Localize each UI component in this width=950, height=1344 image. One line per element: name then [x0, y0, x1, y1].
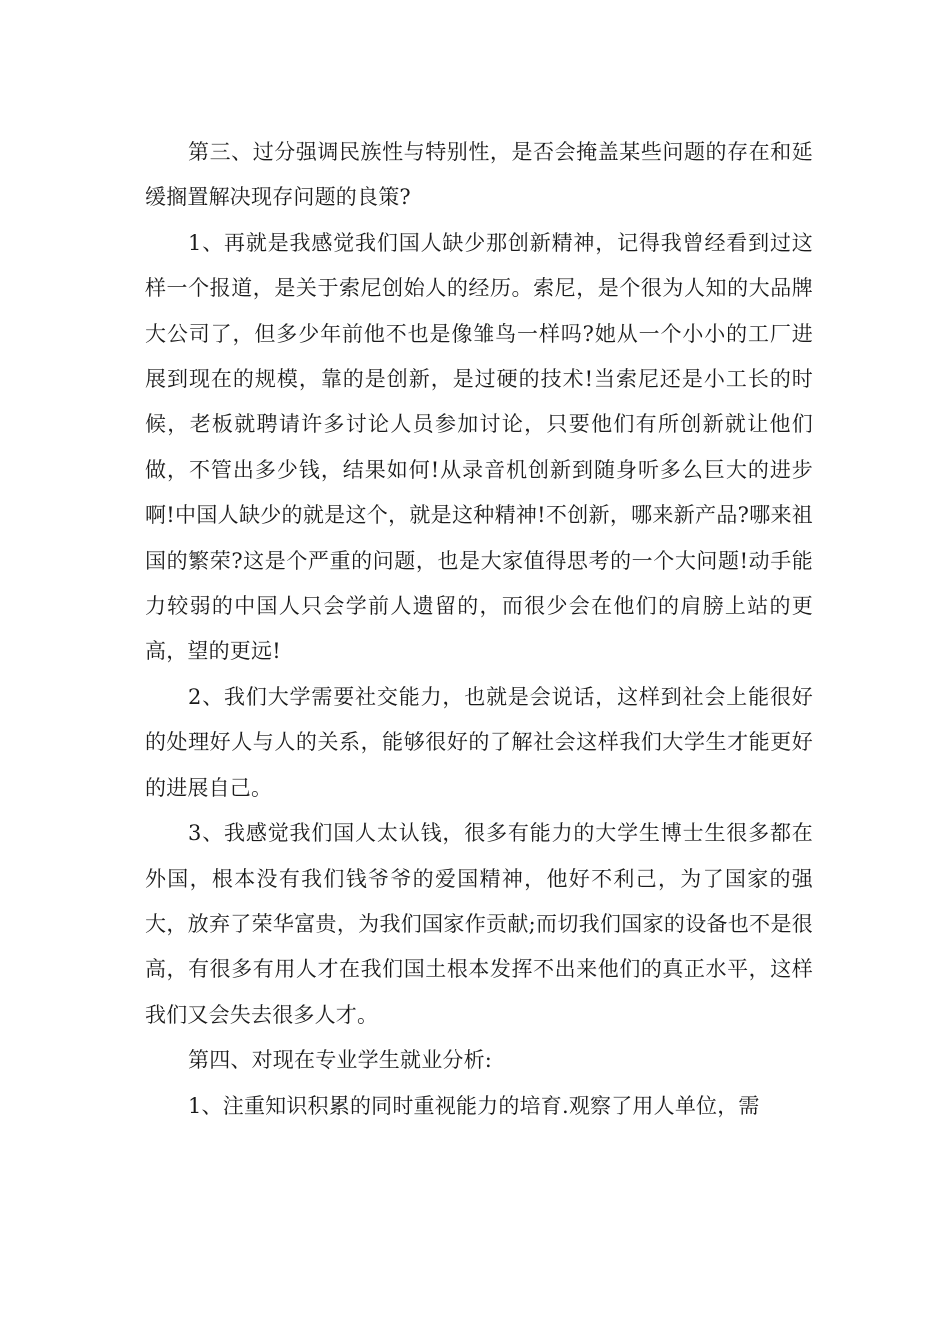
paragraph-section-four: 第四、对现在专业学生就业分析:: [188, 1048, 493, 1073]
paragraph-section-three: 第三、过分强调民族性与特别性，是否会掩盖某些问题的存在和延缓搁置解决现存问题的良策?: [145, 140, 813, 210]
paragraph-section-four-point-1: 1、注重知识积累的同时重视能力的培育.观察了用人单位，需: [188, 1093, 760, 1118]
paragraph-point-3-talent-loss: 3、我感觉我们国人太认钱，很多有能力的大学生博士生很多都在外国，根本没有我们钱爷爷的爱国精神，他好不利己，为了国家的强大，放弃了荣华富贵，为我们国家作贡献;而切我们国家的设备也不是很高，有很多有用人才在我们国土根本发挥不出来他们的真正水平，这样我们又会失去很多人才。: [145, 821, 813, 1027]
document-body: [145, 130, 813, 1129]
paragraph-point-1-innovation: 1、再就是我感觉我们国人缺少那创新精神，记得我曾经看到过这样一个报道，是关于索尼创始人的经历。索尼，是个很为人知的大品牌大公司了，但多少年前他不也是像雏鸟一样吗?她从一个小小的工厂进展到现在的规模，靠的是创新，是过硬的技术!当索尼还是小工长的时候，老板就聘请许多讨论人员参加讨论，只要他们有所创新就让他们做，不管出多少钱，结果如何!从录音机创新到随身听多么巨大的进步啊!中国人缺少的就是这个，就是这种精神!不创新，哪来新产品?哪来祖国的繁荣?这是个严重的问题，也是大家值得思考的一个大问题!动手能力较弱的中国人只会学前人遗留的，而很少会在他们的肩膀上站的更高，望的更远!: [145, 230, 813, 664]
paragraph-point-2-social-skills: 2、我们大学需要社交能力，也就是会说话，这样到社会上能很好的处理好人与人的关系，能够很好的了解社会这样我们大学生才能更好的进展自己。: [145, 684, 813, 800]
